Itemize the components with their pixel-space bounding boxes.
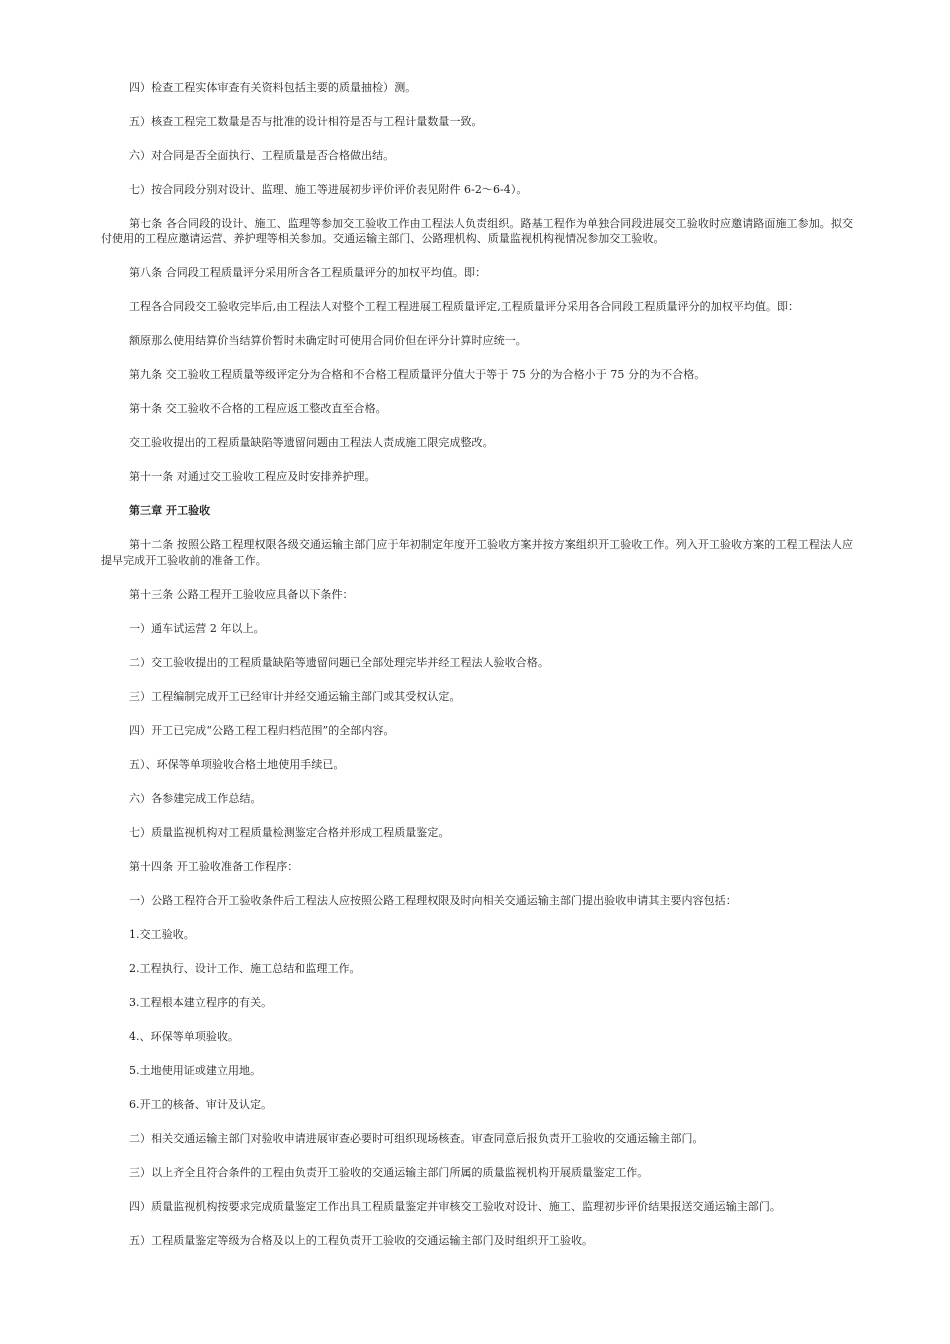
paragraph: 三）以上齐全且符合条件的工程由负责开工验收的交通运输主部门所属的质量监视机构开展质量鉴定工作。 [129,1165,649,1179]
paragraph: 二）交工验收提出的工程质量缺陷等遗留问题已全部处理完毕并经工程法人验收合格。 [129,655,549,669]
paragraph: 第十二条 按照公路工程理权限各级交通运输主部门应于年初制定年度开工验收方案并按方案组织开工验收工作。列入开工验收方案的工程工程法人应提早完成开工验收前的准备工作。 [101,538,853,567]
paragraph: 第十三条 公路工程开工验收应具备以下条件： [129,587,354,601]
chapter-heading: 第三章 开工验收 [129,504,211,518]
paragraph: 七）按合同段分别对设计、监理、施工等进展初步评价评价表见附件 6-2～6-4）。 [129,183,528,196]
paragraph: 五）核查工程完工数量是否与批准的设计相符是否与工程计量数量一致。 [129,115,483,128]
paragraph: 工程各合同段交工验收完毕后,由工程法人对整个工程工程进展工程质量评定,工程质量评分采用各合同段工程质量评分的加权平均值。即： [129,300,800,314]
document-page [101,80,853,1267]
paragraph: 额原那么使用结算价当结算价暂时未确定时可使用合同价但在评分计算时应统一。 [129,334,527,348]
paragraph: 交工验收提出的工程质量缺陷等遗留问题由工程法人责成施工限完成整改。 [129,436,494,450]
paragraph: 第七条 各合同段的设计、施工、监理等参加交工验收工作由工程法人负责组织。路基工程作为单独合同段进展交工验收时应邀请路面施工参加。拟交付使用的工程应邀请运营、养护理等相关参加。交通运输主部门、公路理机构、质量监视机构视情况参加交工验收。 [101,217,853,246]
paragraph: 第十一条 对通过交工验收工程应及时安排养护理。 [129,470,376,484]
paragraph: 四）开工已完成“公路工程工程归档范围”的全部内容。 [129,723,395,737]
paragraph: 6.开工的核备、审计及认定。 [129,1097,273,1111]
paragraph: 4.、环保等单项验收。 [129,1029,240,1043]
paragraph: 第九条 交工验收工程质量等级评定分为合格和不合格工程质量评分值大于等于 75 分的为合格小于 75 分的为不合格。 [129,368,706,382]
paragraph: 六）对合同是否全面执行、工程质量是否合格做出结。 [129,149,395,162]
paragraph: 5.土地使用证或建立用地。 [129,1063,262,1077]
paragraph: 四）质量监视机构按要求完成质量鉴定工作出具工程质量鉴定并审核交工验收对设计、施工、监理初步评价结果报送交通运输主部门。 [129,1199,781,1213]
paragraph: 七）质量监视机构对工程质量检测鉴定合格并形成工程质量鉴定。 [129,825,450,839]
paragraph: 六）各参建完成工作总结。 [129,791,262,805]
paragraph: 1.交工验收。 [129,927,195,941]
paragraph: 第十四条 开工验收准备工作程序： [129,859,299,873]
paragraph: 一）公路工程符合开工验收条件后工程法人应按照公路工程理权限及时向相关交通运输主部门提出验收申请其主要内容包括： [129,893,737,907]
paragraph: 四）检查工程实体审查有关资料包括主要的质量抽检）测。 [129,81,417,94]
paragraph: 第十条 交工验收不合格的工程应返工整改直至合格。 [129,402,387,416]
paragraph: 五）、环保等单项验收合格土地使用手续已。 [129,757,345,771]
paragraph: 一）通车试运营 2 年以上。 [129,621,265,635]
paragraph: 二）相关交通运输主部门对验收申请进展审查必要时可组织现场核查。审查同意后报负责开工验收的交通运输主部门。 [129,1131,704,1145]
paragraph: 3.工程根本建立程序的有关。 [129,995,273,1009]
paragraph: 第八条 合同段工程质量评分采用所含各工程质量评分的加权平均值。即： [129,266,487,280]
paragraph: 三）工程编制完成开工已经审计并经交通运输主部门或其受权认定。 [129,689,461,703]
paragraph: 2.工程执行、设计工作、施工总结和监理工作。 [129,961,361,975]
paragraph: 五）工程质量鉴定等级为合格及以上的工程负责开工验收的交通运输主部门及时组织开工验收。 [129,1233,594,1247]
